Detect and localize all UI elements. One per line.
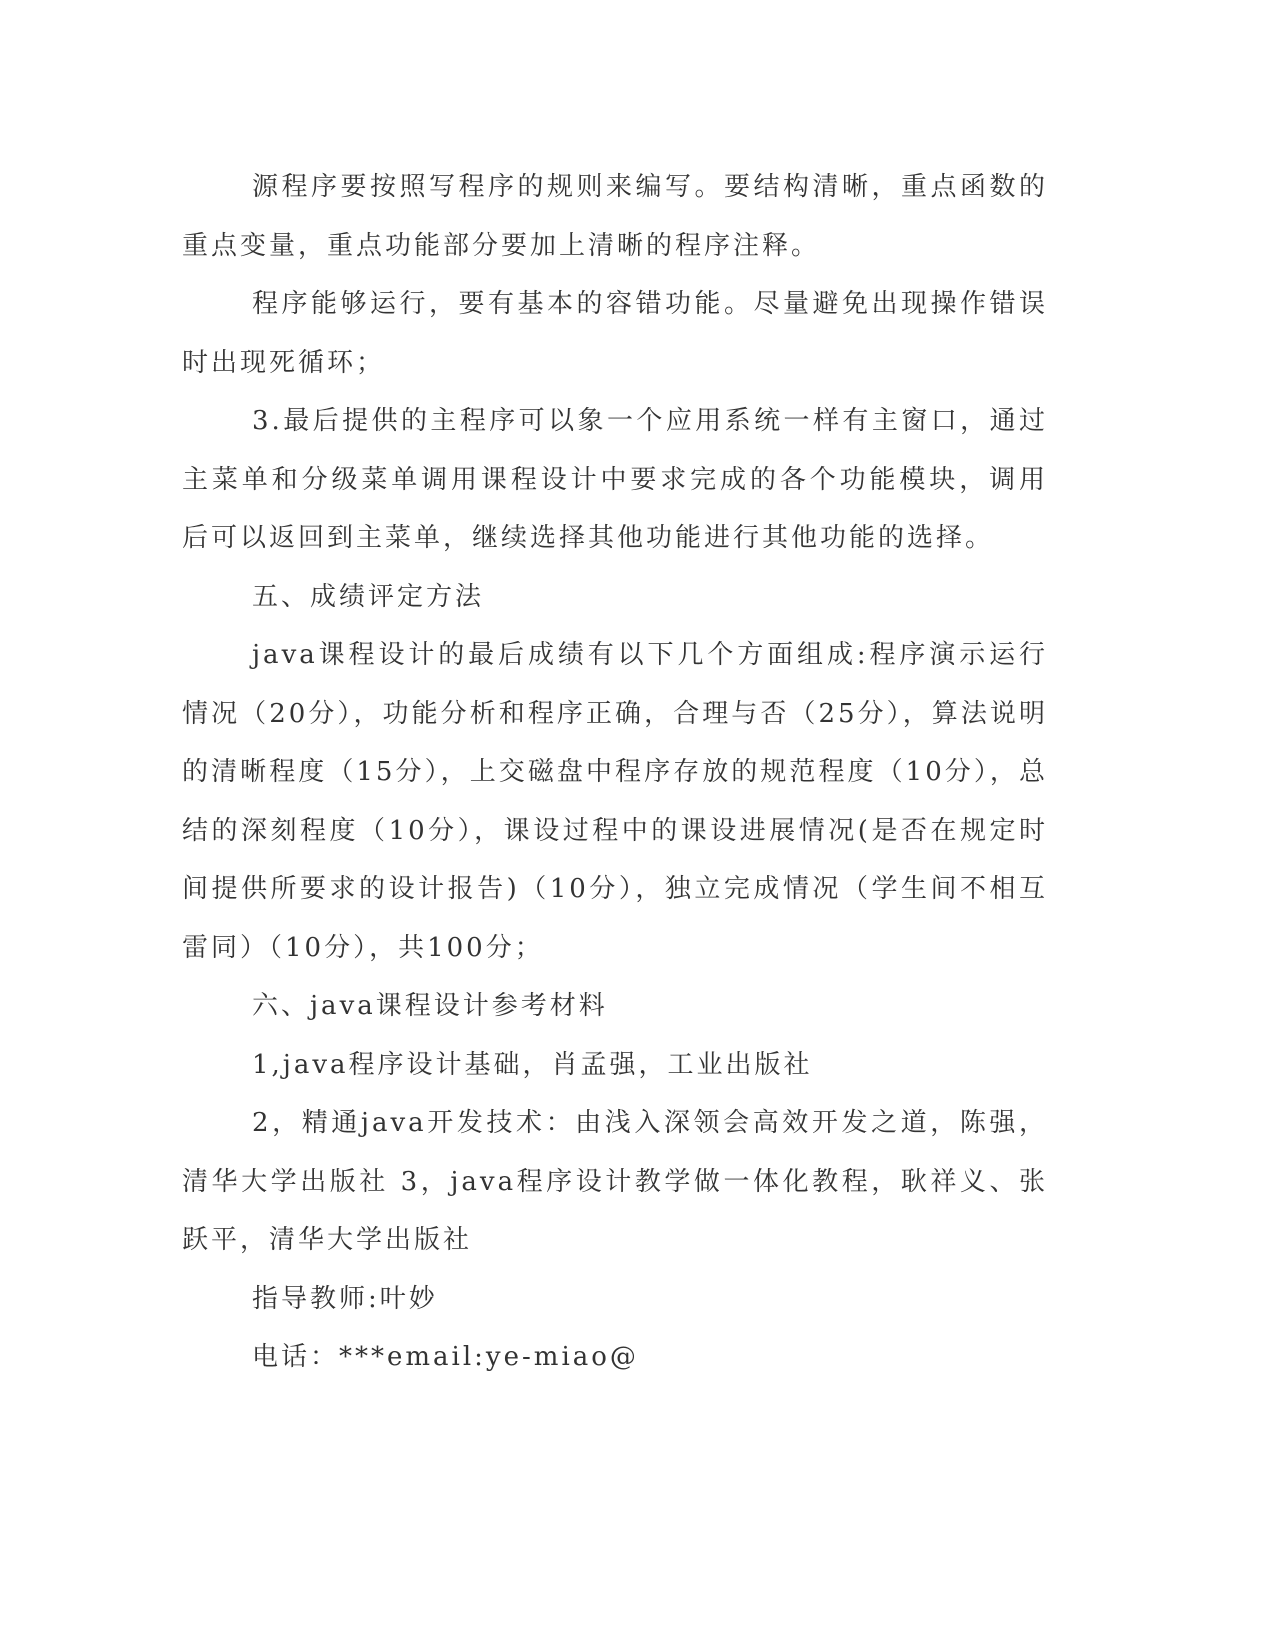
paragraph-grading-details: java课程设计的最后成绩有以下几个方面组成:程序演示运行情况（20分），功能分析和程序正确，合理与否（25分），算法说明的清晰程度（15分），上交磁盘中程序存放的规范程度（10分），总结的深刻程度（10分），课设过程中的课设进展情况(是否在规定时间提供所要求的设计报告)（10分），独立完成情况（学生间不相互雷同）（10分），共100分； [182,640,1048,963]
section-heading-grading: 五、成绩评定方法 [252,581,485,612]
document-body [182,158,1048,1387]
paragraph-code-style: 源程序要按照写程序的规则来编写。要结构清晰，重点函数的重点变量，重点功能部分要加上清晰的程序注释。 [182,172,1048,261]
paragraph-main-program: 3.最后提供的主程序可以象一个应用系统一样有主窗口，通过主菜单和分级菜单调用课程设计中要求完成的各个功能模块，调用后可以返回到主菜单，继续选择其他功能进行其他功能的选择。 [182,406,1048,553]
reference-item-2: 2，精通java开发技术：由浅入深领会高效开发之道，陈强，清华大学出版社 3，java程序设计教学做一体化教程，耿祥义、张跃平，清华大学出版社 [182,1108,1048,1255]
contact-line: 电话：***email:ye-miao@ [252,1342,639,1372]
section-heading-references: 六、java课程设计参考材料 [252,991,608,1021]
instructor-line: 指导教师:叶妙 [252,1283,438,1314]
reference-item-1: 1,java程序设计基础，肖孟强，工业出版社 [252,1049,813,1080]
paragraph-fault-tolerance: 程序能够运行，要有基本的容错功能。尽量避免出现操作错误时出现死循环； [182,289,1048,378]
